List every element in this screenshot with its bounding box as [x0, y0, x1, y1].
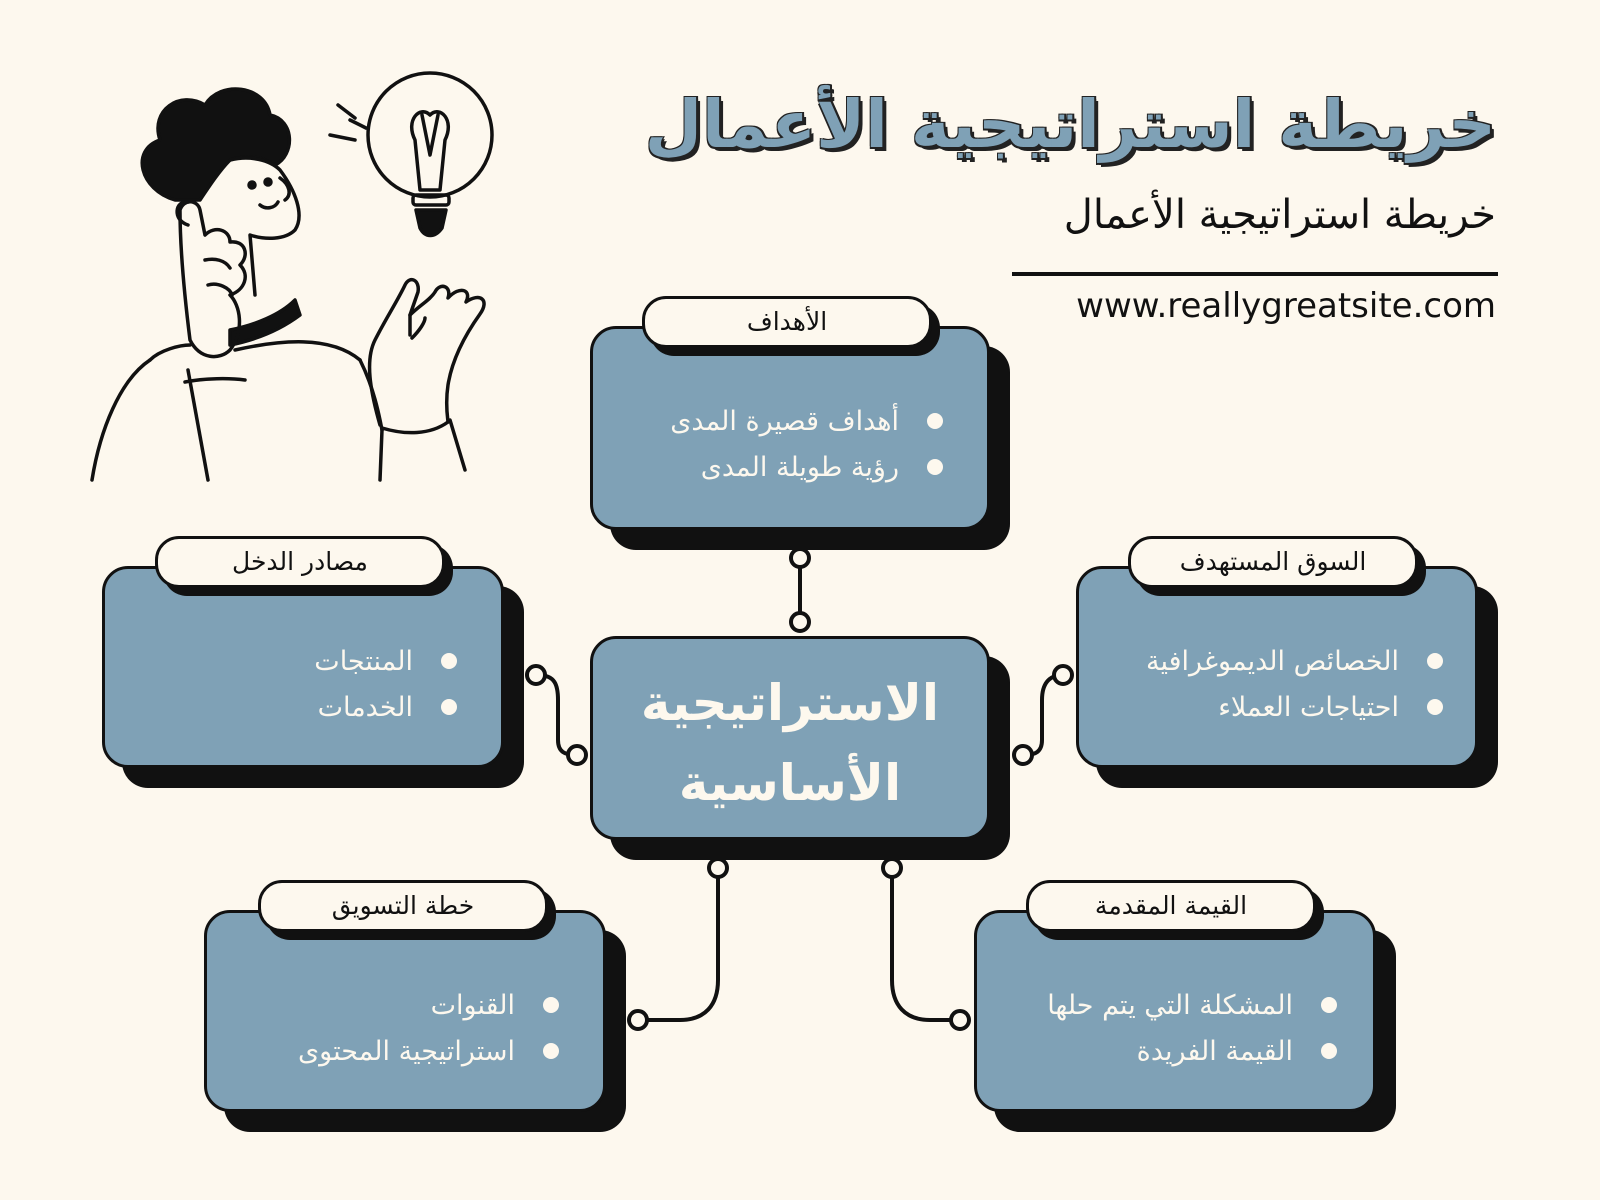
bullet-dot [927, 413, 943, 429]
page-title: خريطة استراتيجية الأعمال [644, 86, 1496, 163]
list-item: القيمة الفريدة [1047, 1029, 1293, 1075]
target-market-label: السوق المستهدف [1128, 536, 1418, 588]
goals-card [590, 326, 990, 530]
core-strategy-line2: الأساسية [678, 754, 902, 812]
page-subtitle: خريطة استراتيجية الأعمال [1063, 192, 1496, 238]
bullet-dot [1321, 1043, 1337, 1059]
bullet-dot [441, 653, 457, 669]
revenue-list [314, 639, 413, 731]
revenue-card [102, 566, 504, 768]
list-item: الخصائص الديموغرافية [1146, 639, 1399, 685]
website-url: www.reallygreatsite.com [1076, 286, 1496, 326]
bullet-dot [543, 1043, 559, 1059]
bullet-dot [441, 699, 457, 715]
bullet-dot [543, 997, 559, 1013]
target-market-card [1076, 566, 1478, 768]
bullet-dot [927, 459, 943, 475]
list-item: رؤية طويلة المدى [670, 445, 899, 491]
list-item: الخدمات [314, 685, 413, 731]
value-proposition-label: القيمة المقدمة [1026, 880, 1316, 932]
marketing-plan-card [204, 910, 606, 1112]
list-item: المنتجات [314, 639, 413, 685]
bullet-dot [1427, 653, 1443, 669]
bullet-dot [1427, 699, 1443, 715]
goals-list [670, 399, 899, 491]
list-item: المشكلة التي يتم حلها [1047, 983, 1293, 1029]
goals-label: الأهداف [642, 296, 932, 348]
list-item: استراتيجية المحتوى [298, 1029, 515, 1075]
core-strategy-line1: الاستراتيجية [640, 674, 940, 732]
marketing-plan-label: خطة التسويق [258, 880, 548, 932]
list-item: القنوات [298, 983, 515, 1029]
bullet-dot [1321, 997, 1337, 1013]
core-strategy-card [590, 636, 990, 840]
revenue-label: مصادر الدخل [155, 536, 445, 588]
list-item: احتياجات العملاء [1146, 685, 1399, 731]
target-market-list [1146, 639, 1399, 731]
value-proposition-card [974, 910, 1376, 1112]
value-proposition-list [1047, 983, 1293, 1075]
marketing-plan-list [298, 983, 515, 1075]
list-item: أهداف قصيرة المدى [670, 399, 899, 445]
